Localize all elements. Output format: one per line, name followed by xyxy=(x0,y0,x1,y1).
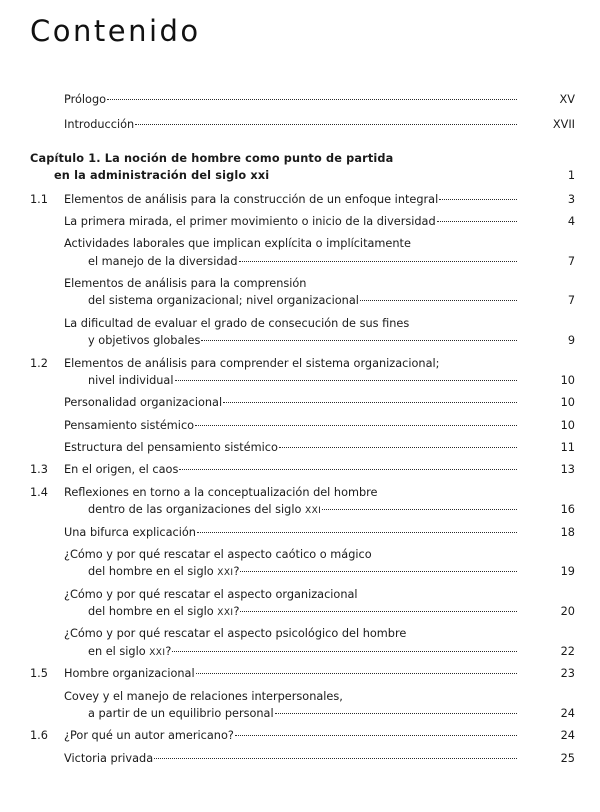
leader-dots xyxy=(195,424,517,426)
entry-label: y objetivos globales xyxy=(88,334,201,348)
entry-label: Covey y el manejo de relaciones interpersonales, xyxy=(64,689,343,703)
entry-number: 1.6 xyxy=(30,729,48,743)
toc-entry[interactable] xyxy=(30,214,575,236)
leader-dots xyxy=(172,650,517,652)
entry-page: 24 xyxy=(560,729,575,743)
toc-entry[interactable] xyxy=(30,547,575,587)
leader-dots xyxy=(412,243,517,244)
toc-entry-line xyxy=(30,254,575,270)
leader-dots xyxy=(373,554,517,555)
entry-number: 1.2 xyxy=(30,356,48,370)
entry-spacer xyxy=(30,768,575,773)
leader-dots xyxy=(239,260,517,262)
entry-number: 1.3 xyxy=(30,463,48,477)
toc-entry-line xyxy=(30,751,575,767)
leader-dots xyxy=(279,446,517,448)
toc-entry[interactable] xyxy=(30,626,575,666)
toc-entry[interactable] xyxy=(30,440,575,462)
entry-page: 10 xyxy=(560,418,575,432)
toc-entry[interactable] xyxy=(30,485,575,525)
entry-label: Estructura del pensamiento sistémico xyxy=(64,441,278,454)
leader-dots xyxy=(275,712,517,714)
entry-page: 24 xyxy=(560,706,575,720)
leader-dots xyxy=(439,198,517,200)
leader-dots xyxy=(410,323,517,324)
toc-entry[interactable] xyxy=(30,666,575,688)
toc-entry-list xyxy=(30,192,575,774)
entry-page: 16 xyxy=(560,503,575,517)
toc-entry[interactable] xyxy=(30,418,575,440)
entry-label: ¿Cómo y por qué rescatar el aspecto organizacional xyxy=(64,587,358,601)
toc-entry-line xyxy=(30,564,575,580)
toc-entry-introduccion[interactable] xyxy=(30,117,575,133)
chapter-title-line2: en la administración del siglo xxi xyxy=(54,169,270,183)
entry-label: Elementos de análisis para comprender el sistema organizacional; xyxy=(64,356,440,370)
entry-page: 7 xyxy=(567,294,575,308)
entry-page: 22 xyxy=(560,644,575,658)
entry-page: 19 xyxy=(560,565,575,579)
leader-dots xyxy=(359,594,517,595)
toc-entry-line xyxy=(30,356,575,372)
entry-page: 18 xyxy=(560,525,575,539)
toc-entry-line xyxy=(30,547,575,563)
entry-label: a partir de un equilibrio personal xyxy=(88,706,274,720)
toc-entry-line xyxy=(30,373,575,389)
entry-page: 23 xyxy=(560,667,575,681)
entry-label: ¿Cómo y por qué rescatar el aspecto caótico o mágico xyxy=(64,547,372,561)
entry-label: dentro de las organizaciones del siglo XXI xyxy=(88,503,322,517)
leader-dots xyxy=(179,468,517,470)
leader-dots xyxy=(344,696,517,697)
toc-entry-prologo[interactable] xyxy=(30,92,575,108)
entry-page: 3 xyxy=(567,192,575,206)
toc-entry-line xyxy=(30,236,575,252)
toc-entry[interactable] xyxy=(30,395,575,417)
chapter-title-line1: Capítulo 1. La noción de hombre como punto de partida xyxy=(30,151,394,165)
front-matter-list xyxy=(30,92,575,134)
entry-page: 20 xyxy=(560,605,575,618)
leader-dots xyxy=(107,98,517,100)
page-title: Contenido xyxy=(30,14,201,48)
toc-entry-line xyxy=(30,395,575,411)
entry-page: 7 xyxy=(567,254,575,268)
toc-entry-line xyxy=(30,462,575,478)
leader-dots xyxy=(201,339,517,341)
entry-label: Personalidad organizacional xyxy=(64,396,223,410)
toc-entry-line xyxy=(30,440,575,456)
toc-entry-line xyxy=(30,502,575,518)
toc-entry-line xyxy=(30,333,575,349)
toc-entry[interactable] xyxy=(30,356,575,396)
entry-label: nivel individual xyxy=(88,373,174,387)
entry-page: 13 xyxy=(560,463,575,477)
toc-entry[interactable] xyxy=(30,236,575,276)
leader-dots xyxy=(407,633,517,634)
entry-label: Pensamiento sistémico xyxy=(64,418,195,432)
toc-entry[interactable] xyxy=(30,276,575,316)
entry-label: La dificultad de evaluar el grado de consecución de sus fines xyxy=(64,316,410,330)
entry-label: Reflexiones en torno a la conceptualización del hombre xyxy=(64,485,378,499)
leader-dots xyxy=(154,757,517,759)
toc-entry-line xyxy=(30,293,575,309)
toc-entry-line xyxy=(30,644,575,660)
entry-label: Una bifurca explicación xyxy=(64,525,196,539)
leader-dots xyxy=(394,158,517,159)
entry-label: Elementos de análisis para la comprensión xyxy=(64,277,307,290)
leader-dots xyxy=(437,220,517,222)
leader-dots xyxy=(223,401,517,403)
toc-entry[interactable] xyxy=(30,316,575,356)
toc-entry-line xyxy=(30,214,575,230)
leader-dots xyxy=(196,672,517,674)
leader-dots xyxy=(135,123,517,125)
toc-entry-line xyxy=(30,706,575,722)
leader-dots xyxy=(235,734,517,736)
entry-page: 11 xyxy=(560,441,575,454)
leader-dots xyxy=(360,299,517,301)
entry-label: La primera mirada, el primer movimiento o inicio de la diversidad xyxy=(64,214,436,228)
toc-entry[interactable] xyxy=(30,192,575,214)
toc-entry-line xyxy=(30,485,575,501)
leader-dots xyxy=(440,363,517,364)
table-of-contents xyxy=(30,92,575,773)
entry-number: 1.4 xyxy=(30,485,48,499)
toc-entry-line xyxy=(30,626,575,642)
toc-entry[interactable] xyxy=(30,587,575,627)
chapter-page: 1 xyxy=(567,169,575,183)
toc-entry-line xyxy=(30,276,575,292)
entry-page: 9 xyxy=(567,334,575,348)
leader-dots xyxy=(175,379,518,381)
toc-entry-line xyxy=(30,525,575,541)
toc-entry-line xyxy=(30,192,575,208)
toc-entry[interactable] xyxy=(30,728,575,750)
entry-page: 25 xyxy=(560,751,575,765)
toc-entry[interactable] xyxy=(30,751,575,773)
entry-label: ¿Cómo y por qué rescatar el aspecto psicológico del hombre xyxy=(64,627,407,641)
entry-page: 10 xyxy=(560,373,575,387)
entry-page: XVII xyxy=(552,118,575,132)
toc-entry-line xyxy=(30,587,575,603)
entry-label: Prólogo xyxy=(64,93,107,106)
leader-dots xyxy=(270,175,517,176)
entry-label: el manejo de la diversidad xyxy=(88,254,238,268)
leader-dots xyxy=(240,610,517,612)
entry-label: En el origen, el caos xyxy=(64,463,179,477)
toc-entry[interactable] xyxy=(30,525,575,547)
toc-entry-line xyxy=(30,604,575,620)
entry-number: 1.5 xyxy=(30,667,48,681)
toc-entry-line xyxy=(30,666,575,682)
entry-label: Actividades laborales que implican explícita o implícitamente xyxy=(64,237,411,251)
entry-label: ¿Por qué un autor americano? xyxy=(64,729,234,743)
entry-label: del sistema organizacional; nivel organizacional xyxy=(88,294,359,308)
leader-dots xyxy=(240,570,517,572)
chapter-heading[interactable] xyxy=(30,151,575,185)
entry-label: Victoria privada xyxy=(64,751,154,765)
leader-dots xyxy=(197,531,517,533)
entry-page: XV xyxy=(559,93,575,106)
entry-label: Elementos de análisis para la construcción de un enfoque integral xyxy=(64,192,439,206)
entry-label: del hombre en el siglo XXI? xyxy=(88,605,240,618)
entry-label: del hombre en el siglo XXI? xyxy=(88,565,240,579)
leader-dots xyxy=(379,492,517,493)
toc-entry-line xyxy=(30,689,575,705)
entry-label: Hombre organizacional xyxy=(64,667,195,681)
entry-page: 4 xyxy=(567,214,575,228)
leader-dots xyxy=(322,508,517,510)
toc-entry-line xyxy=(30,728,575,744)
leader-dots xyxy=(307,283,517,284)
entry-label: Introducción xyxy=(64,118,135,132)
entry-label: en el siglo XXI? xyxy=(88,644,172,658)
toc-entry-line xyxy=(30,418,575,434)
toc-entry[interactable] xyxy=(30,689,575,729)
entry-number: 1.1 xyxy=(30,192,48,206)
toc-entry[interactable] xyxy=(30,462,575,484)
entry-page: 10 xyxy=(560,396,575,410)
toc-entry-line xyxy=(30,316,575,332)
